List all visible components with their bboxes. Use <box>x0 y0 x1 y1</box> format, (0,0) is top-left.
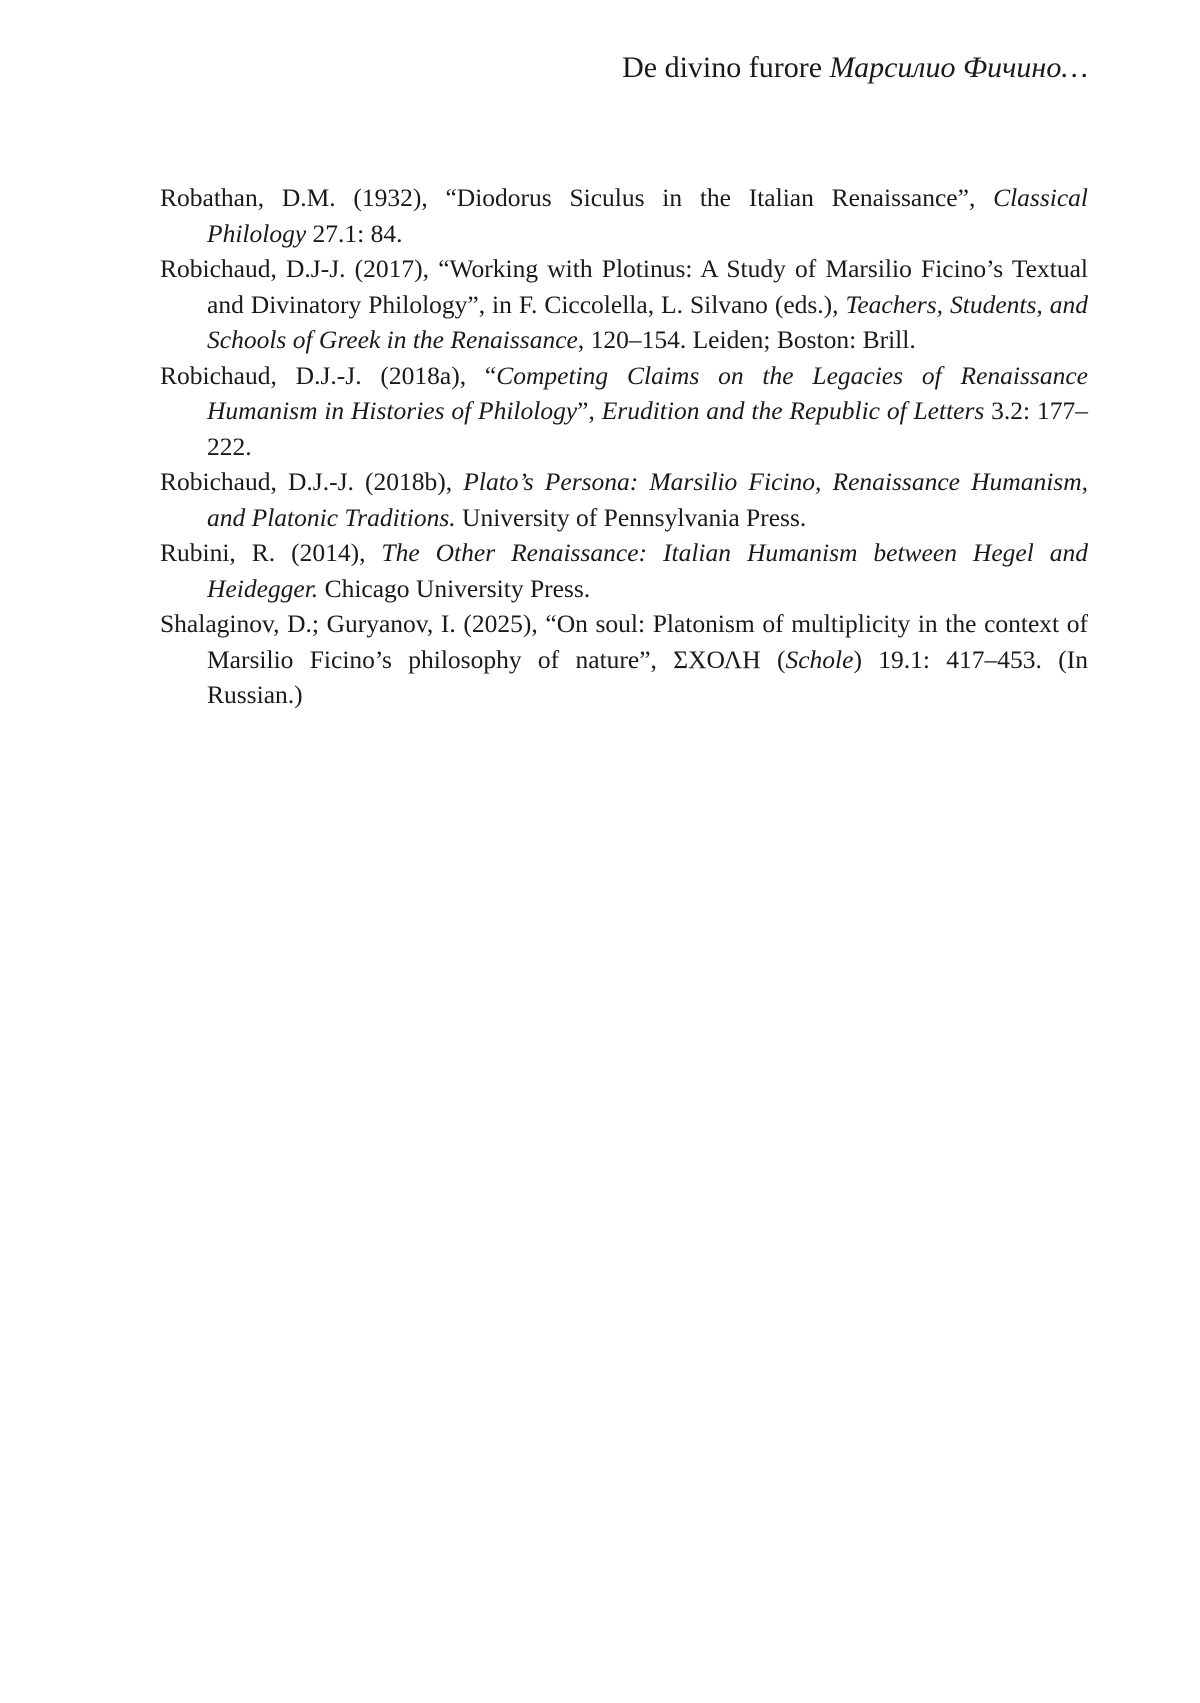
reference-text: Robathan, D.M. (1932), “Diodorus Siculus in the Italian Renaissance”, <box>160 183 994 212</box>
reference-text: Rubini, R. (2014), <box>160 538 382 567</box>
running-head-russian: Марсилио Фичино… <box>829 51 1088 84</box>
reference-title: Plato’s Persona: Marsilio Ficino, Renaissance Humanism, and Platonic Traditions. <box>207 467 1088 532</box>
reference-text: 3.2: 177–222. <box>207 396 1088 461</box>
reference-text: Robichaud, D.J-J. (2017), “Working with Plotinus: A Study of Marsilio Ficino’s Textual and Divinatory Philology”, in F. Ciccolella, L. Silvano (eds.), <box>160 254 1088 319</box>
reference-text: Robichaud, D.J.-J. (2018a), “ <box>160 360 497 390</box>
reference-title: Classical Philology <box>207 183 1088 248</box>
reference-entry <box>160 251 1088 358</box>
reference-text: 27.1: 84. <box>306 218 403 248</box>
running-head <box>622 48 1088 88</box>
reference-title: Schole <box>785 644 854 674</box>
reference-title: The Other Renaissance: Italian Humanism between Hegel and Heidegger. <box>207 538 1088 603</box>
reference-text: ) 19.1: 417–453. (In Russian.) <box>207 644 1089 709</box>
reference-title: Competing Claims on the Legacies of Renaissance Humanism in Histories of Philology <box>207 360 1088 425</box>
reference-text: University of Pennsylvania Press. <box>455 502 807 532</box>
bibliography-list <box>160 180 1088 713</box>
reference-title: Teachers, Students, and Schools of Greek in the Renaissance <box>207 289 1088 354</box>
reference-entry <box>160 606 1088 713</box>
reference-entry <box>160 180 1088 251</box>
running-head-latin: De divino furore <box>622 51 823 84</box>
reference-entry <box>160 358 1088 465</box>
reference-entry <box>160 535 1088 606</box>
reference-entry <box>160 464 1088 535</box>
reference-text: , 120–154. Leiden; Boston: Brill. <box>577 325 916 354</box>
reference-title: Erudition and the Republic of Letters <box>601 396 985 425</box>
reference-text: Shalaginov, D.; Guryanov, I. (2025), “On soul: Platonism of multiplicity in the context of Marsilio Ficino’s philosophy of nature”, ΣΧΟΛΗ ( <box>160 609 1088 674</box>
reference-text: Chicago University Press. <box>318 573 591 603</box>
reference-text: ”, <box>577 396 602 425</box>
reference-text: Robichaud, D.J.-J. (2018b), <box>160 467 464 496</box>
